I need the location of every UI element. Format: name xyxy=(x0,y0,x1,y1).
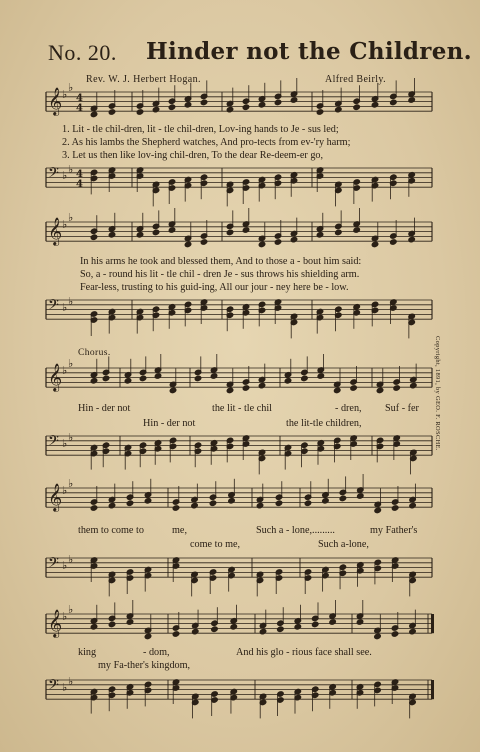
flat-sign: ♭ xyxy=(62,169,68,182)
flat-sign: ♭ xyxy=(68,295,74,308)
flat-sign: ♭ xyxy=(62,484,68,497)
note-head xyxy=(312,621,319,627)
note-head xyxy=(152,106,159,112)
treble-clef: 𝄞 xyxy=(48,87,63,115)
time-signature: 4 xyxy=(76,93,83,104)
final-barline xyxy=(431,680,434,699)
chorus-lyric-c3: Such a - lone,......... xyxy=(256,525,335,536)
note-head xyxy=(258,382,265,388)
note-head xyxy=(329,619,336,625)
note-head xyxy=(371,102,378,108)
note-head xyxy=(408,236,415,242)
chorus-lyric-e3: And his glo - rious face shall see. xyxy=(236,647,372,658)
bass-clef: 𝄢 xyxy=(48,297,59,317)
note-head xyxy=(391,505,398,511)
note-head xyxy=(226,229,233,235)
time-signature: 4 xyxy=(76,169,83,180)
note-head xyxy=(242,104,249,110)
copyright-notice: Copyright, 1891, by GEO. F. ROSCHE. xyxy=(434,336,441,451)
note-head xyxy=(228,498,235,504)
verse-1-line-2: In his arms he took and blessed them, And to those a - bout him said: xyxy=(80,256,362,267)
flat-sign: ♭ xyxy=(68,211,74,224)
note-head xyxy=(376,387,383,393)
note-head xyxy=(191,502,198,508)
note-head xyxy=(409,502,416,508)
note-head xyxy=(410,382,417,388)
verse-3-line-1: 3. Let us then like lov-ing chil-dren, To the dear Re-deem-er go, xyxy=(62,150,324,161)
note-head xyxy=(353,227,360,233)
note-head xyxy=(284,378,291,384)
note-head xyxy=(339,495,346,501)
note-head xyxy=(357,493,364,499)
chorus-lyric-e2: - dom, xyxy=(143,647,170,658)
note-head xyxy=(242,385,249,391)
note-head xyxy=(90,624,97,630)
note-head xyxy=(211,626,218,632)
note-head xyxy=(275,500,282,506)
hymn-title: Hinder not the Children. xyxy=(146,38,472,65)
chorus-lyric-c2: me, xyxy=(172,525,187,536)
treble-clef: 𝄞 xyxy=(48,363,63,391)
note-head xyxy=(210,373,217,379)
note-head xyxy=(391,631,398,637)
chorus-lyric-f1: my Fa-ther's kingdom, xyxy=(98,660,191,671)
note-head xyxy=(242,227,249,233)
lyricist-credit: Rev. W. J. Herbert Hogan. xyxy=(86,74,201,85)
note-head xyxy=(374,507,381,513)
note-head xyxy=(322,498,329,504)
flat-sign: ♭ xyxy=(68,163,74,176)
bass-clef: 𝄢 xyxy=(48,165,59,185)
bass-clef: 𝄢 xyxy=(48,677,59,697)
note-head xyxy=(356,619,363,625)
note-head xyxy=(172,631,179,637)
treble-clef: 𝄞 xyxy=(48,217,63,245)
flat-sign: ♭ xyxy=(62,559,68,572)
note-head xyxy=(136,109,143,115)
note-head xyxy=(316,109,323,115)
note-head xyxy=(334,387,341,393)
note-head xyxy=(139,375,146,381)
note-head xyxy=(108,232,115,238)
treble-clef: 𝄞 xyxy=(48,609,63,637)
note-head xyxy=(335,229,342,235)
note-head xyxy=(274,239,281,245)
flat-sign: ♭ xyxy=(62,88,68,101)
chorus-lyric-a4: Suf - fer xyxy=(385,403,419,414)
treble-clef: 𝄞 xyxy=(48,483,63,511)
note-head xyxy=(335,106,342,112)
flat-sign: ♭ xyxy=(68,553,74,566)
flat-sign: ♭ xyxy=(62,364,68,377)
note-head xyxy=(194,375,201,381)
note-head xyxy=(168,104,175,110)
note-head xyxy=(259,628,266,634)
note-head xyxy=(226,106,233,112)
note-head xyxy=(200,99,207,105)
chorus-lyric-a3: - dren, xyxy=(335,403,362,414)
flat-sign: ♭ xyxy=(62,218,68,231)
note-head xyxy=(102,375,109,381)
chorus-lyric-c4: my Father's xyxy=(370,525,418,536)
note-head xyxy=(277,626,284,632)
note-head xyxy=(290,97,297,103)
note-head xyxy=(144,633,151,639)
chorus-lyric-c1: them to come to xyxy=(78,525,144,536)
note-head xyxy=(258,241,265,247)
note-head xyxy=(172,505,179,511)
note-head xyxy=(393,385,400,391)
note-head xyxy=(226,387,233,393)
note-head xyxy=(152,229,159,235)
note-head xyxy=(390,239,397,245)
hymn-number: No. 20. xyxy=(48,40,117,65)
note-head xyxy=(256,502,263,508)
verse-3-line-2: Fear-less, trusting to his guid-ing, All our jour - ney here be - low. xyxy=(80,282,349,293)
note-head xyxy=(409,628,416,634)
note-head xyxy=(169,387,176,393)
note-head xyxy=(200,239,207,245)
flat-sign: ♭ xyxy=(62,681,68,694)
note-head xyxy=(184,102,191,108)
note-head xyxy=(90,111,97,117)
note-head xyxy=(90,505,97,511)
note-head xyxy=(192,628,199,634)
note-head xyxy=(108,109,115,115)
note-head xyxy=(408,97,415,103)
flat-sign: ♭ xyxy=(68,81,74,94)
note-head xyxy=(126,619,133,625)
note-head xyxy=(108,502,115,508)
note-head xyxy=(301,375,308,381)
time-signature: 4 xyxy=(76,103,83,114)
chorus-lyric-e1: king xyxy=(78,647,97,658)
flat-sign: ♭ xyxy=(62,437,68,450)
note-head xyxy=(230,624,237,630)
time-signature: 4 xyxy=(76,179,83,190)
verse-1-line-1: 1. Lit - tle chil-dren, lit - tle chil-dren, Lov-ing hands to Je - sus led; xyxy=(62,124,339,135)
note-head xyxy=(274,99,281,105)
note-head xyxy=(294,624,301,630)
final-barline xyxy=(431,614,434,633)
flat-sign: ♭ xyxy=(68,431,74,444)
note-head xyxy=(126,500,133,506)
note-head xyxy=(350,385,357,391)
note-head xyxy=(304,500,311,506)
note-head xyxy=(209,500,216,506)
flat-sign: ♭ xyxy=(62,301,68,314)
note-head xyxy=(154,373,161,379)
note-head xyxy=(353,104,360,110)
note-head xyxy=(124,378,131,384)
note-head xyxy=(184,241,191,247)
flat-sign: ♭ xyxy=(68,603,74,616)
chorus-lyric-d1: come to me, xyxy=(190,539,241,550)
note-head xyxy=(90,378,97,384)
flat-sign: ♭ xyxy=(68,675,74,688)
chorus-lyric-b2: the lit-tle children, xyxy=(286,418,362,429)
verse-2-line-1: 2. As his lambs the Shepherd watches, And pro-tects from ev-'ry harm; xyxy=(62,137,351,148)
note-head xyxy=(136,232,143,238)
note-head xyxy=(108,621,115,627)
note-head xyxy=(390,99,397,105)
flat-sign: ♭ xyxy=(62,610,68,623)
verse-2-line-2: So, a - round his lit - tle chil - dren Je - sus throws his shielding arm. xyxy=(80,269,360,280)
note-head xyxy=(374,633,381,639)
note-head xyxy=(316,232,323,238)
note-head xyxy=(90,234,97,240)
note-head xyxy=(290,236,297,242)
note-head xyxy=(258,102,265,108)
chorus-lyric-d2: Such a-lone, xyxy=(318,539,369,550)
note-head xyxy=(371,241,378,247)
chorus-lyric-b1: Hin - der not xyxy=(143,418,196,429)
note-head xyxy=(168,227,175,233)
flat-sign: ♭ xyxy=(68,477,74,490)
note-head xyxy=(317,373,324,379)
chorus-lyric-a2: the lit - tle chil xyxy=(212,403,272,414)
note-head xyxy=(144,498,151,504)
chorus-label: Chorus. xyxy=(78,348,111,358)
flat-sign: ♭ xyxy=(68,357,74,370)
chorus-lyric-a1: Hin - der not xyxy=(78,403,131,414)
bass-clef: 𝄢 xyxy=(48,555,59,575)
bass-clef: 𝄢 xyxy=(48,433,59,453)
composer-credit: Alfred Beirly. xyxy=(325,74,387,85)
